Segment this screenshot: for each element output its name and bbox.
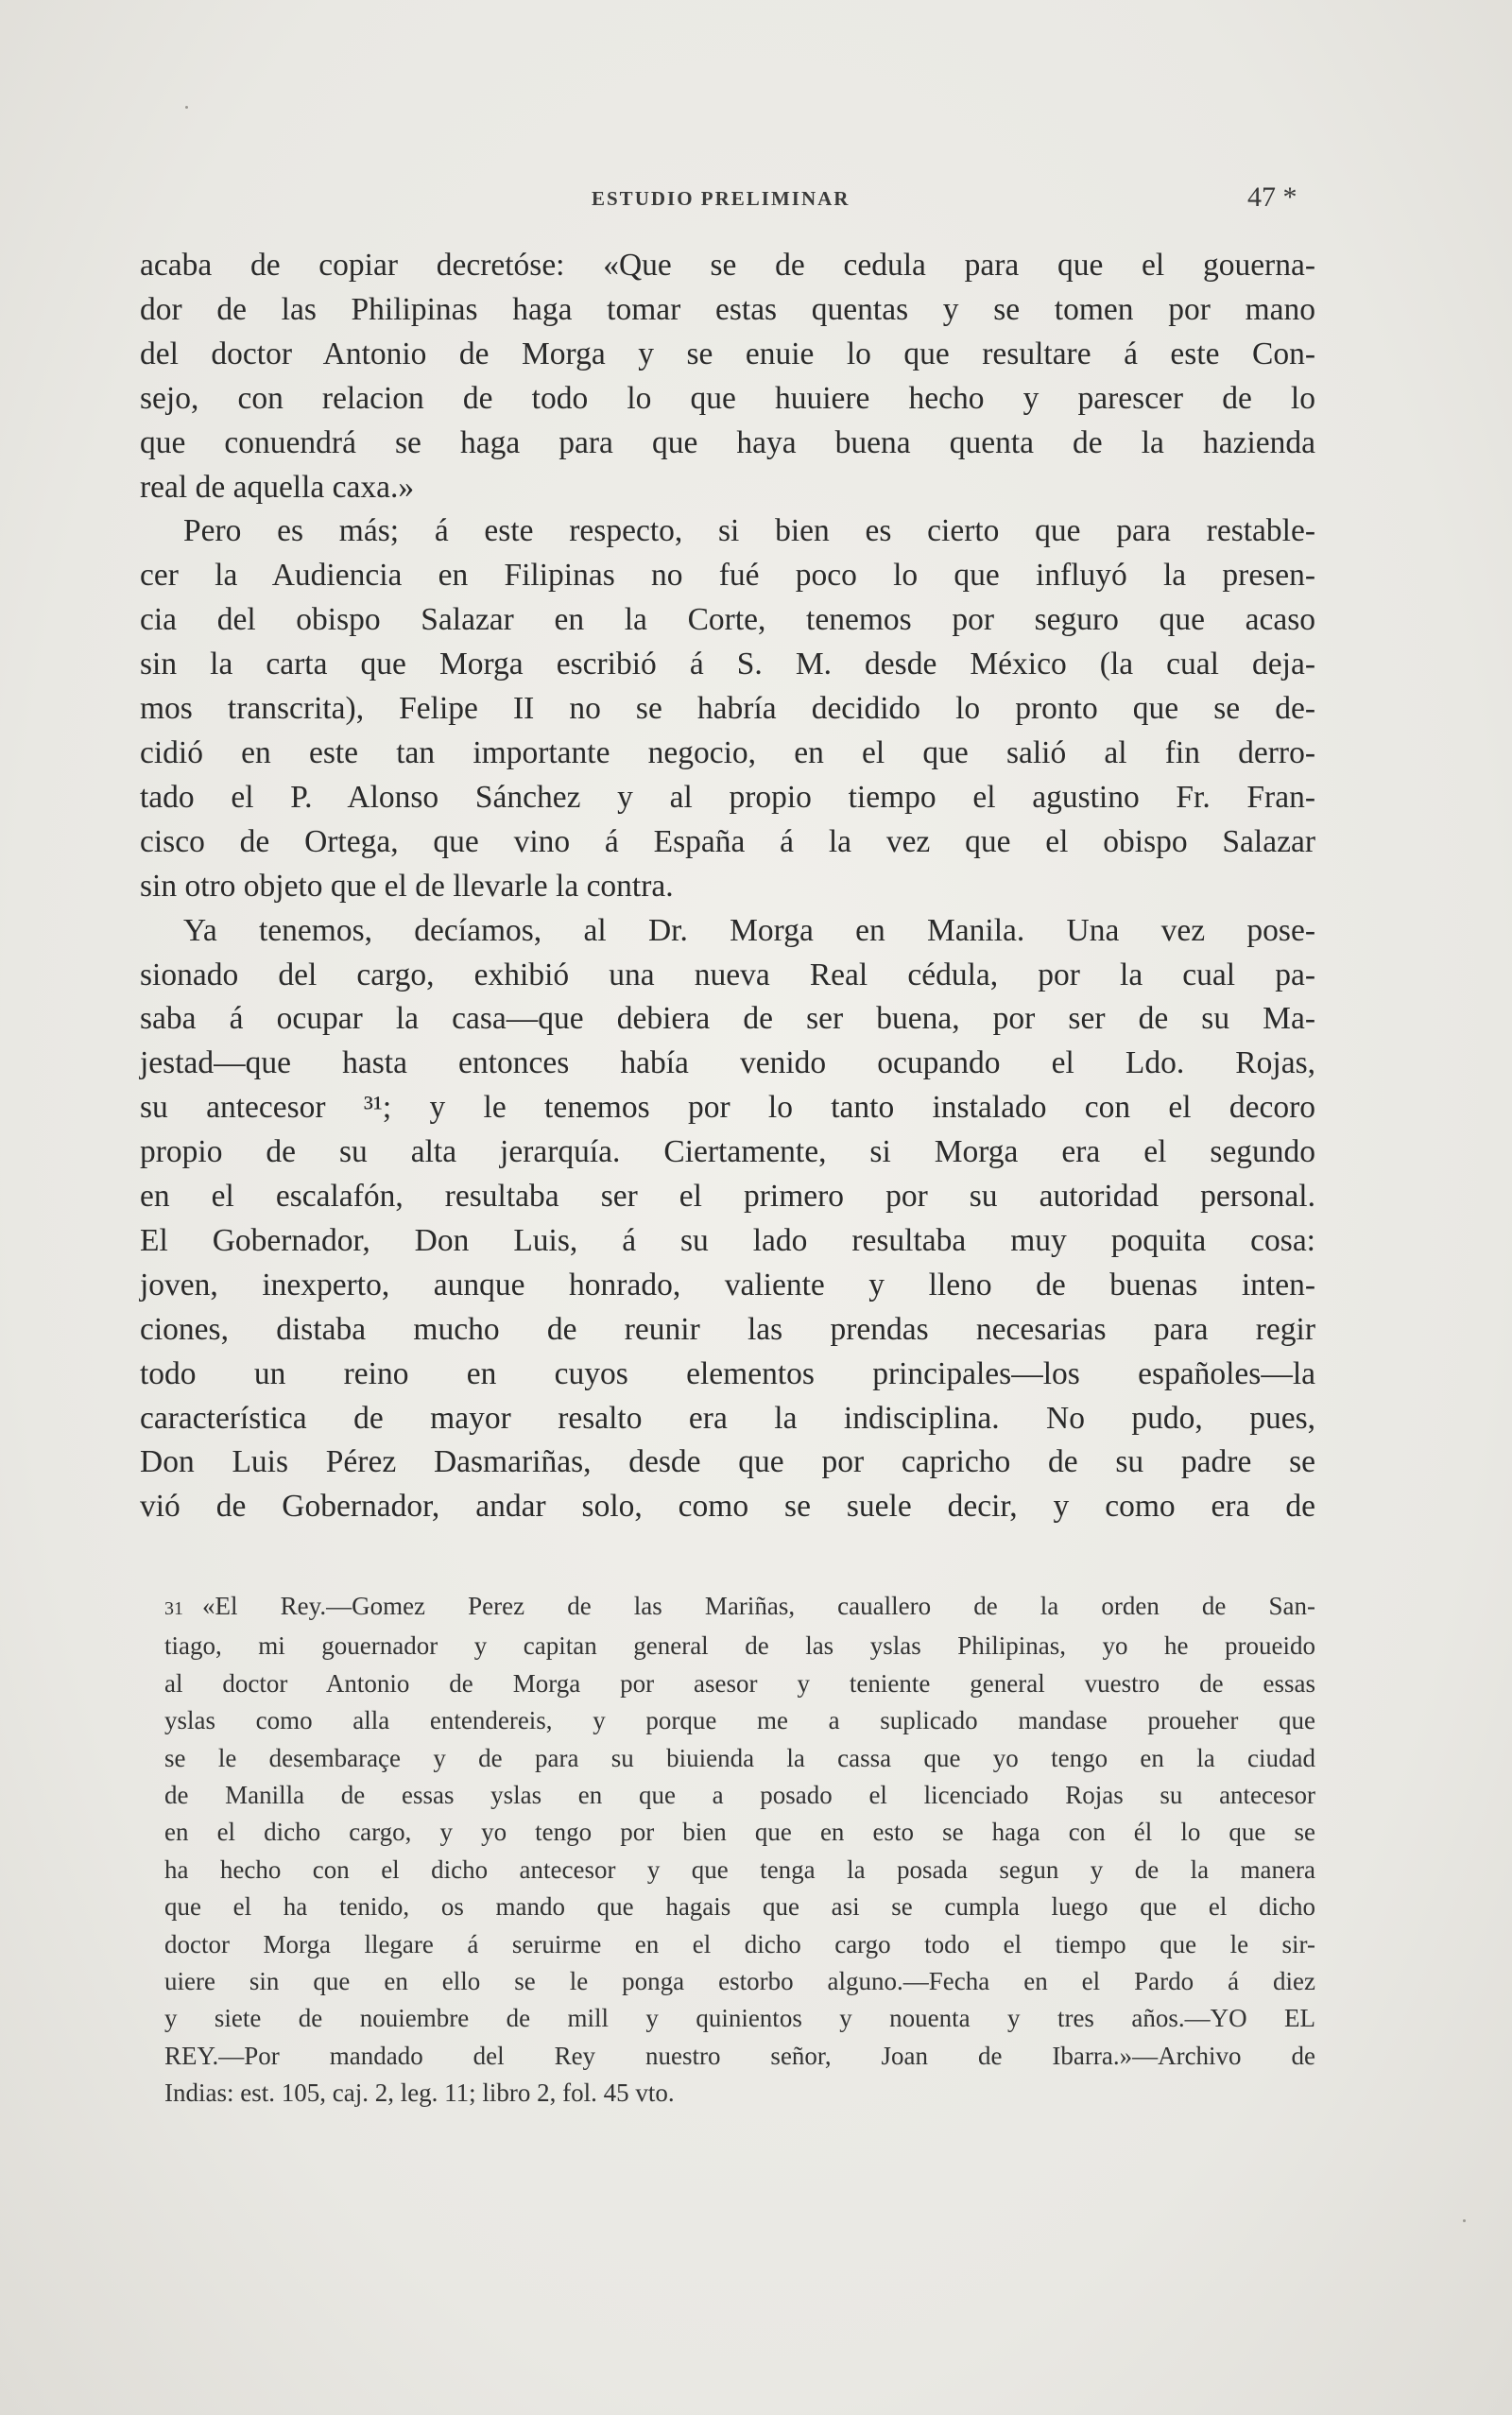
footnote-line: uiere sin que en ello se le ponga estorbo alguno.—Fecha en el Pardo á diez xyxy=(164,1967,1315,1996)
text-line: Ya tenemos, decíamos, al Dr. Morga en Manila. Una vez pose- xyxy=(183,912,1315,948)
footnote-marker: 31 xyxy=(164,1598,183,1619)
text-line: del doctor Antonio de Morga y se enuie lo que resultare á este Con- xyxy=(140,336,1315,371)
text-line: característica de mayor resalto era la indisciplina. No pudo, pues, xyxy=(140,1400,1315,1436)
text-line: cisco de Ortega, que vino á España á la vez que el obispo Salazar xyxy=(140,823,1315,859)
footnote-line: doctor Morga llegare á seruirme en el dicho cargo todo el tiempo que le sir- xyxy=(164,1929,1315,1958)
footnote-line: al doctor Antonio de Morga por asesor y teniente general vuestro de essas xyxy=(164,1668,1315,1698)
footnote-line: tiago, mi gouernador y capitan general de las yslas Philipinas, yo he proueido xyxy=(164,1631,1315,1661)
running-head: ESTUDIO PRELIMINAR xyxy=(592,187,850,210)
footnote-line: en el dicho cargo, y yo tengo por bien que en esto se haga con él lo que se xyxy=(164,1818,1315,1847)
text-line: El Gobernador, Don Luis, á su lado resultaba muy poquita cosa: xyxy=(140,1222,1315,1258)
text-line: acaba de copiar decretóse: «Que se de cedula para que el gouerna- xyxy=(140,248,1315,283)
footnote-line: de Manilla de essas yslas en que a posado el licenciado Rojas su antecesor xyxy=(164,1781,1315,1810)
text-line: sionado del cargo, exhibió una nueva Real cédula, por la cual pa- xyxy=(140,957,1315,992)
text-line: ciones, distaba mucho de reunir las prendas necesarias para regir xyxy=(140,1311,1315,1347)
footnote-line: yslas como alla entendereis, y porque me a suplicado mandase proueher que xyxy=(164,1706,1315,1735)
body-text xyxy=(140,244,1315,1529)
text-line: tado el P. Alonso Sánchez y al propio tiempo el agustino Fr. Fran- xyxy=(140,779,1315,815)
footnote-text: «El Rey.—Gomez Perez de las Mariñas, cauallero de la orden de San- xyxy=(202,1592,1315,1620)
text-line: dor de las Philipinas haga tomar estas quentas y se tomen por mano xyxy=(140,291,1315,327)
text-line: su antecesor ³¹; y le tenemos por lo tanto instalado con el decoro xyxy=(140,1090,1315,1126)
text-line: sejo, con relacion de todo lo que huuiere hecho y parescer de lo xyxy=(140,380,1315,416)
footnote xyxy=(164,1588,1315,2113)
text-line: propio de su alta jerarquía. Ciertamente, si Morga era el segundo xyxy=(140,1134,1315,1170)
text-line: joven, inexperto, aunque honrado, valiente y lleno de buenas inten- xyxy=(140,1267,1315,1302)
paper-speck xyxy=(1463,2219,1466,2222)
footnote-line: REY.—Por mandado del Rey nuestro señor, Joan de Ibarra.»—Archivo de xyxy=(164,2041,1315,2070)
text-line: Pero es más; á este respecto, si bien es cierto que para restable- xyxy=(183,513,1315,549)
footnote-line-first xyxy=(164,1588,1315,1628)
text-line: cia del obispo Salazar en la Corte, tenemos por seguro que acaso xyxy=(140,602,1315,638)
footnote-line: y siete de nouiembre de mill y quinientos y nouenta y tres años.—YO EL xyxy=(164,2004,1315,2033)
footnote-line: ha hecho con el dicho antecesor y que tenga la posada segun y de la manera xyxy=(164,1854,1315,1884)
text-line: todo un reino en cuyos elementos principales—los españoles—la xyxy=(140,1355,1315,1391)
text-line: vió de Gobernador, andar solo, como se suele decir, y como era de xyxy=(140,1489,1315,1525)
text-line: real de aquella caxa.» xyxy=(140,469,415,505)
page-header xyxy=(0,181,1512,216)
text-line: Don Luis Pérez Dasmariñas, desde que por capricho de su padre se xyxy=(140,1444,1315,1480)
footnote-line: Indias: est. 105, caj. 2, leg. 11; libro 2, fol. 45 vto. xyxy=(164,2079,675,2108)
text-line: mos transcrita), Felipe II no se habría decidido lo pronto que se de- xyxy=(140,691,1315,727)
footnote-line: que el ha tenido, os mando que hagais que asi se cumpla luego que el dicho xyxy=(164,1892,1315,1922)
page-number: 47 * xyxy=(1247,181,1297,213)
text-line: jestad—que hasta entonces había venido ocupando el Ldo. Rojas, xyxy=(140,1045,1315,1081)
text-line: sin la carta que Morga escribió á S. M. desde México (la cual deja- xyxy=(140,647,1315,682)
paper-speck xyxy=(185,106,188,109)
text-line: que conuendrá se haga para que haya buena quenta de la hazienda xyxy=(140,424,1315,460)
text-line: en el escalafón, resultaba ser el primero por su autoridad personal. xyxy=(140,1179,1315,1215)
text-line: sin otro objeto que el de llevarle la contra. xyxy=(140,868,674,904)
text-line: cidió en este tan importante negocio, en el que salió al fin derro- xyxy=(140,734,1315,770)
text-line: saba á ocupar la casa—que debiera de ser buena, por ser de su Ma- xyxy=(140,1001,1315,1037)
text-line: cer la Audiencia en Filipinas no fué poco lo que influyó la presen- xyxy=(140,558,1315,594)
footnote-line: se le desembaraçe y de para su biuienda la cassa que yo tengo en la ciudad xyxy=(164,1743,1315,1772)
